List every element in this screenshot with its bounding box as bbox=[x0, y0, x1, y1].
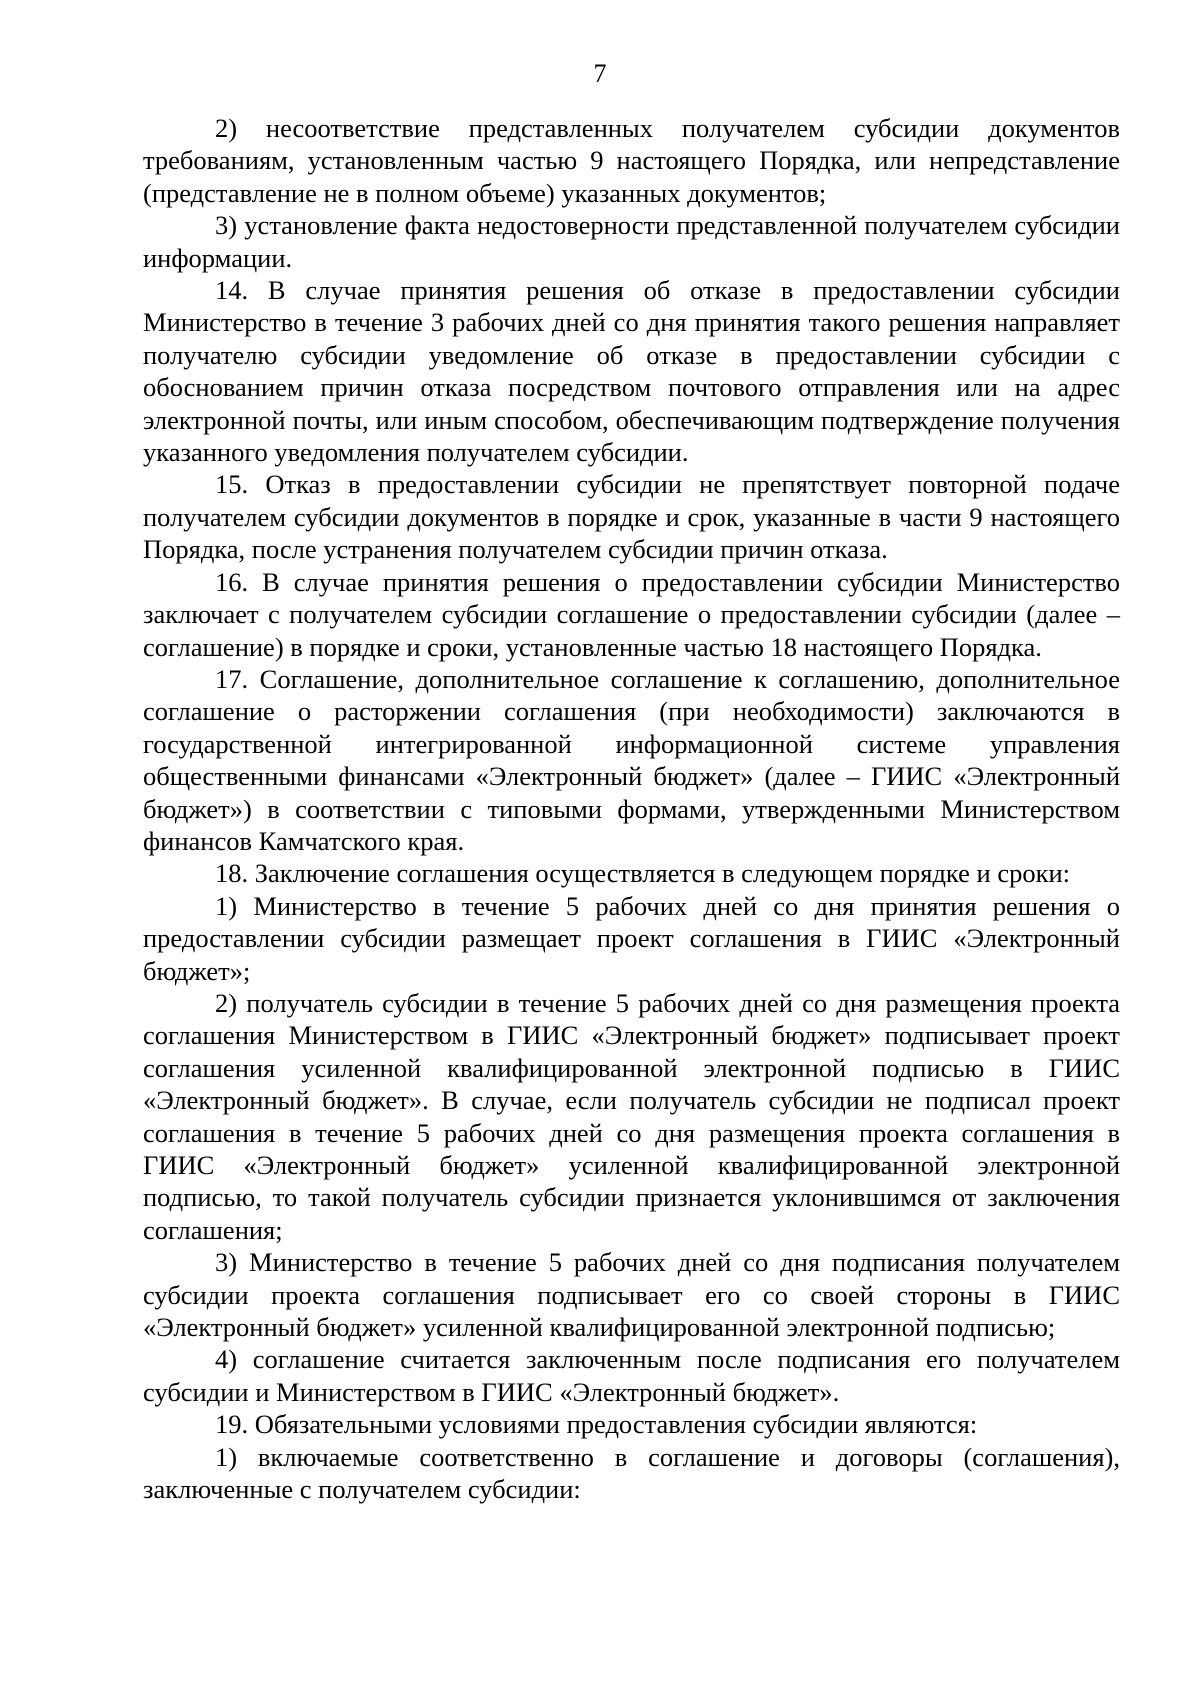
paragraph-18-item-2: 2) получатель субсидии в течение 5 рабочих дней со дня размещения проекта соглашения Министерством в ГИИС «Электронный бюджет» подписывает проект соглашения усиленной квалифицированной электронной подписью в ГИИС «Электронный бюджет». В случае, если получатель субсидии не подписал проект соглашения в течение 5 рабочих дней со дня размещения проекта соглашения в ГИИС «Электронный бюджет» усиленной квалифицированной электронной подписью, то такой получатель субсидии признается уклонившимся от заключения соглашения; bbox=[143, 987, 1120, 1245]
paragraph-14: 14. В случае принятия решения об отказе в предоставлении субсидии Министерство в течение 3 рабочих дней со дня принятия такого решения направляет получателю субсидии уведомление об отказе в предоставлении субсидии с обоснованием причин отказа посредством почтового отправления или на адрес электронной почты, или иным способом, обеспечивающим подтверждение получения указанного уведомления получателем субсидии. bbox=[143, 275, 1120, 468]
paragraph-19: 19. Обязательными условиями предоставления субсидии являются: bbox=[215, 1409, 978, 1440]
document-body bbox=[143, 112, 1120, 1505]
paragraph-18-item-1: 1) Министерство в течение 5 рабочих дней со дня принятия решения о предоставлении субсидии размещает проект соглашения в ГИИС «Электронный бюджет»; bbox=[143, 890, 1120, 986]
paragraph-19-item-1: 1) включаемые соответственно в соглашение и договоры (соглашения), заключенные с получателем субсидии: bbox=[143, 1441, 1120, 1505]
page-number: 7 bbox=[593, 59, 607, 88]
paragraph-15: 15. Отказ в предоставлении субсидии не препятствует повторной подаче получателем субсидии документов в порядке и срок, указанные в части 9 настоящего Порядка, после устранения получателем субсидии причин отказа. bbox=[143, 469, 1120, 565]
paragraph-18: 18. Заключение соглашения осуществляется в следующем порядке и сроки: bbox=[215, 858, 1071, 889]
paragraph-16: 16. В случае принятия решения о предоставлении субсидии Министерство заключает с получателем субсидии соглашение о предоставлении субсидии (далее – соглашение) в порядке и сроки, установленные частью 18 настоящего Порядка. bbox=[143, 566, 1120, 662]
paragraph-18-item-3: 3) Министерство в течение 5 рабочих дней со дня подписания получателем субсидии проекта соглашения подписывает его со своей стороны в ГИИС «Электронный бюджет» усиленной квалифицированной электронной подписью; bbox=[143, 1247, 1120, 1343]
paragraph-17: 17. Соглашение, дополнительное соглашение к соглашению, дополнительное соглашение о расторжении соглашения (при необходимости) заключаются в государственной интегрированной информационной системе управления общественными финансами «Электронный бюджет» (далее – ГИИС «Электронный бюджет») в соответствии с типовыми формами, утвержденными Министерством финансов Камчатского края. bbox=[143, 663, 1120, 856]
paragraph-2-nonconformity: 2) несоответствие представленных получателем субсидии документов требованиям, установленным частью 9 настоящего Порядка, или непредставление (представление не в полном объеме) указанных документов; bbox=[143, 113, 1120, 208]
paragraph-18-item-4: 4) соглашение считается заключенным после подписания его получателем субсидии и Министерством в ГИИС «Электронный бюджет». bbox=[143, 1344, 1120, 1407]
paragraph-3-unreliable-info: 3) установление факта недостоверности представленной получателем субсидии информации. bbox=[143, 210, 1120, 273]
